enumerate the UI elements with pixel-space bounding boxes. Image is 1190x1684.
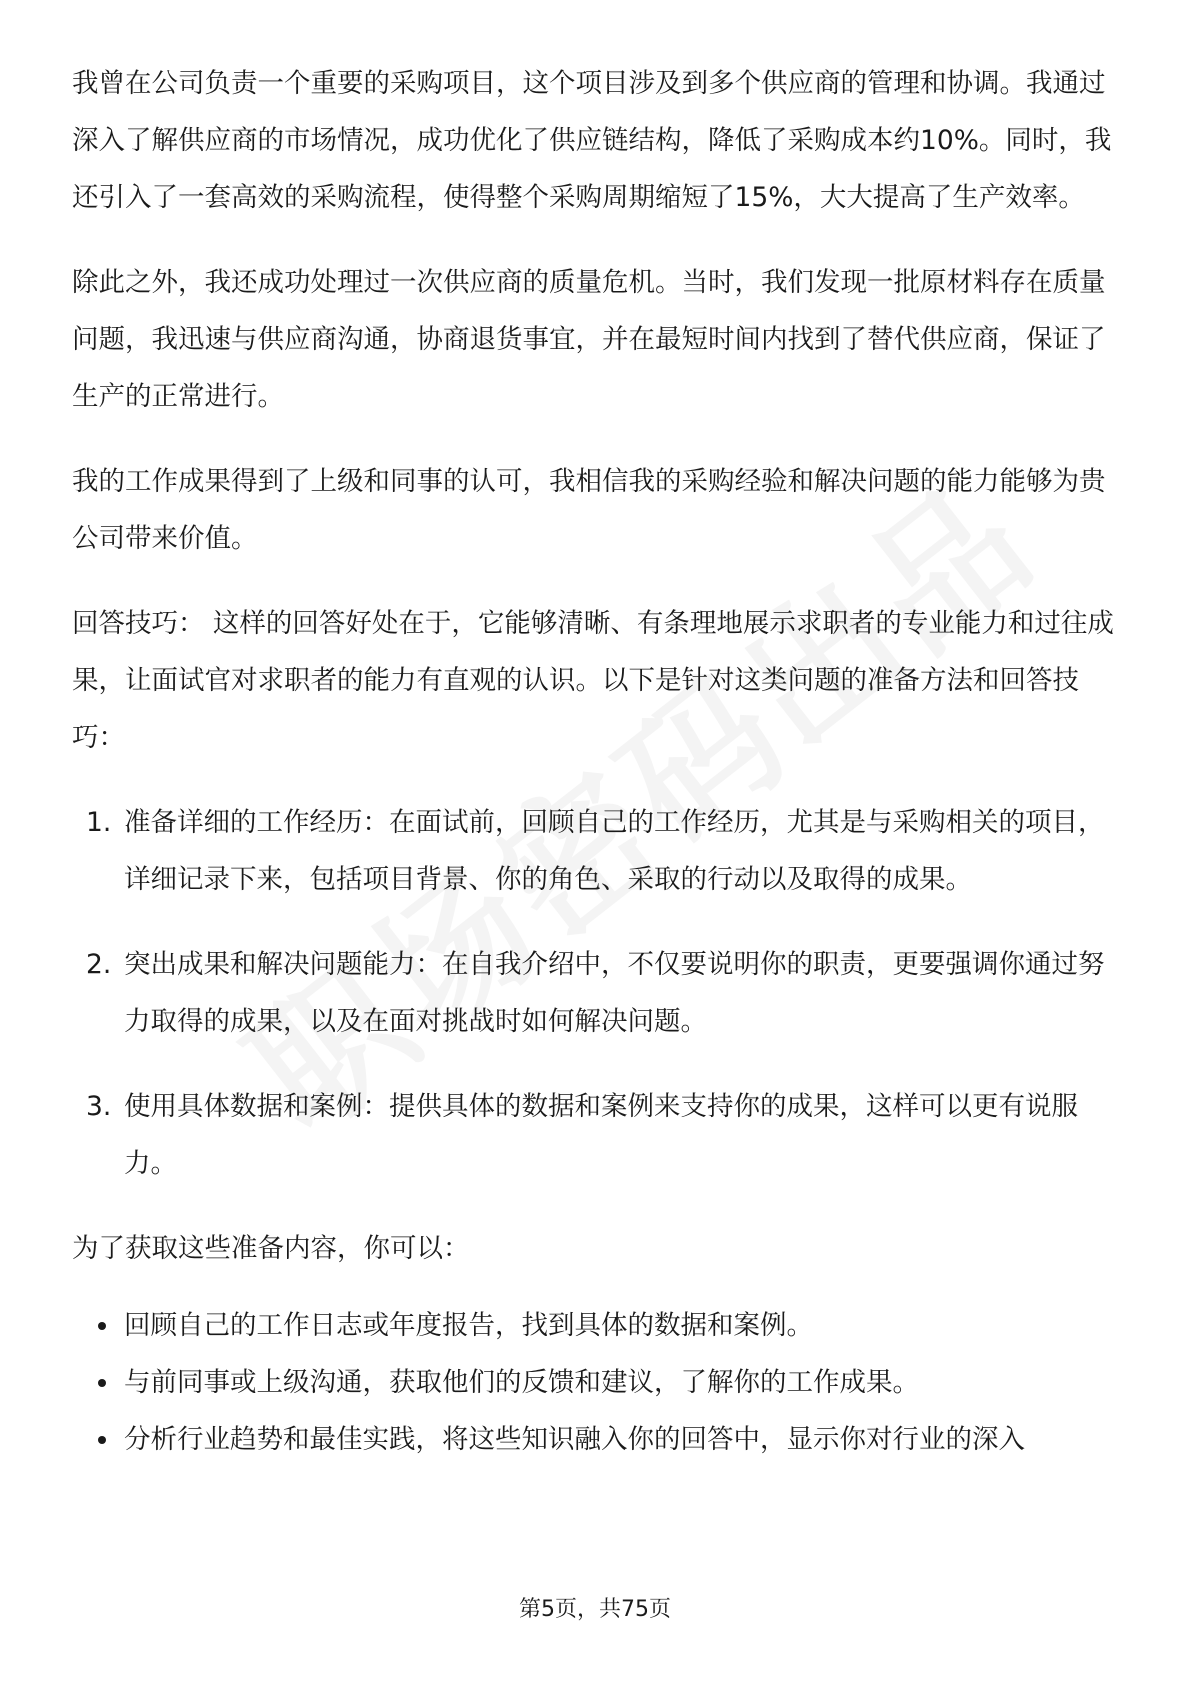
list-item [72, 1354, 1122, 1411]
list-number: 2. [86, 949, 112, 980]
list-number: 3. [86, 1091, 112, 1122]
paragraph-bullets-intro: 为了获取这些准备内容，你可以： [72, 1233, 470, 1264]
paragraph-answer-tips: 回答技巧： 这样的回答好处在于，它能够清晰、有条理地展示求职者的专业能力和过往成果，让面试官对求职者的能力有直观的认识。以下是针对这类问题的准备方法和回答技巧： [72, 608, 1114, 753]
list-item-text: 分析行业趋势和最佳实践，将这些知识融入你的回答中，显示你对行业的深入 [124, 1424, 1025, 1455]
list-item-text: 使用具体数据和案例：提供具体的数据和案例来支持你的成果，这样可以更有说服力。 [124, 1091, 1078, 1179]
document-body [72, 55, 1122, 1468]
bullet-icon [98, 1379, 106, 1387]
list-item [72, 1411, 1122, 1468]
list-item-text: 与前同事或上级沟通，获取他们的反馈和建议，了解你的工作成果。 [124, 1367, 919, 1398]
bullet-icon [98, 1322, 106, 1330]
paragraph-recognition: 我的工作成果得到了上级和同事的认可，我相信我的采购经验和解决问题的能力能够为贵公司带来价值。 [72, 466, 1106, 554]
list-item [72, 794, 1122, 908]
bullet-icon [98, 1436, 106, 1444]
page-number: 第5页，共75页 [519, 1597, 671, 1622]
list-item [72, 1078, 1122, 1192]
list-item [72, 1297, 1122, 1354]
paragraph-quality-crisis: 除此之外，我还成功处理过一次供应商的质量危机。当时，我们发现一批原材料存在质量问题，我迅速与供应商沟通，协商退货事宜，并在最短时间内找到了替代供应商，保证了生产的正常进行。 [72, 267, 1106, 412]
list-item-text: 准备详细的工作经历：在面试前，回顾自己的工作经历，尤其是与采购相关的项目，详细记录下来，包括项目背景、你的角色、采取的行动以及取得的成果。 [124, 807, 1105, 895]
paragraph-experience: 我曾在公司负责一个重要的采购项目，这个项目涉及到多个供应商的管理和协调。我通过深入了解供应商的市场情况，成功优化了供应链结构，降低了采购成本约10%。同时，我还引入了一套高效的采购流程，使得整个采购周期缩短了15%，大大提高了生产效率。 [72, 68, 1112, 213]
list-item [72, 936, 1122, 1050]
list-item-text: 回顾自己的工作日志或年度报告，找到具体的数据和案例。 [124, 1310, 813, 1341]
list-item-text: 突出成果和解决问题能力：在自我介绍中，不仅要说明你的职责，更要强调你通过努力取得的成果，以及在面对挑战时如何解决问题。 [124, 949, 1105, 1037]
bullet-list [72, 1297, 1122, 1468]
list-number: 1. [86, 807, 112, 838]
numbered-list [72, 794, 1122, 1192]
